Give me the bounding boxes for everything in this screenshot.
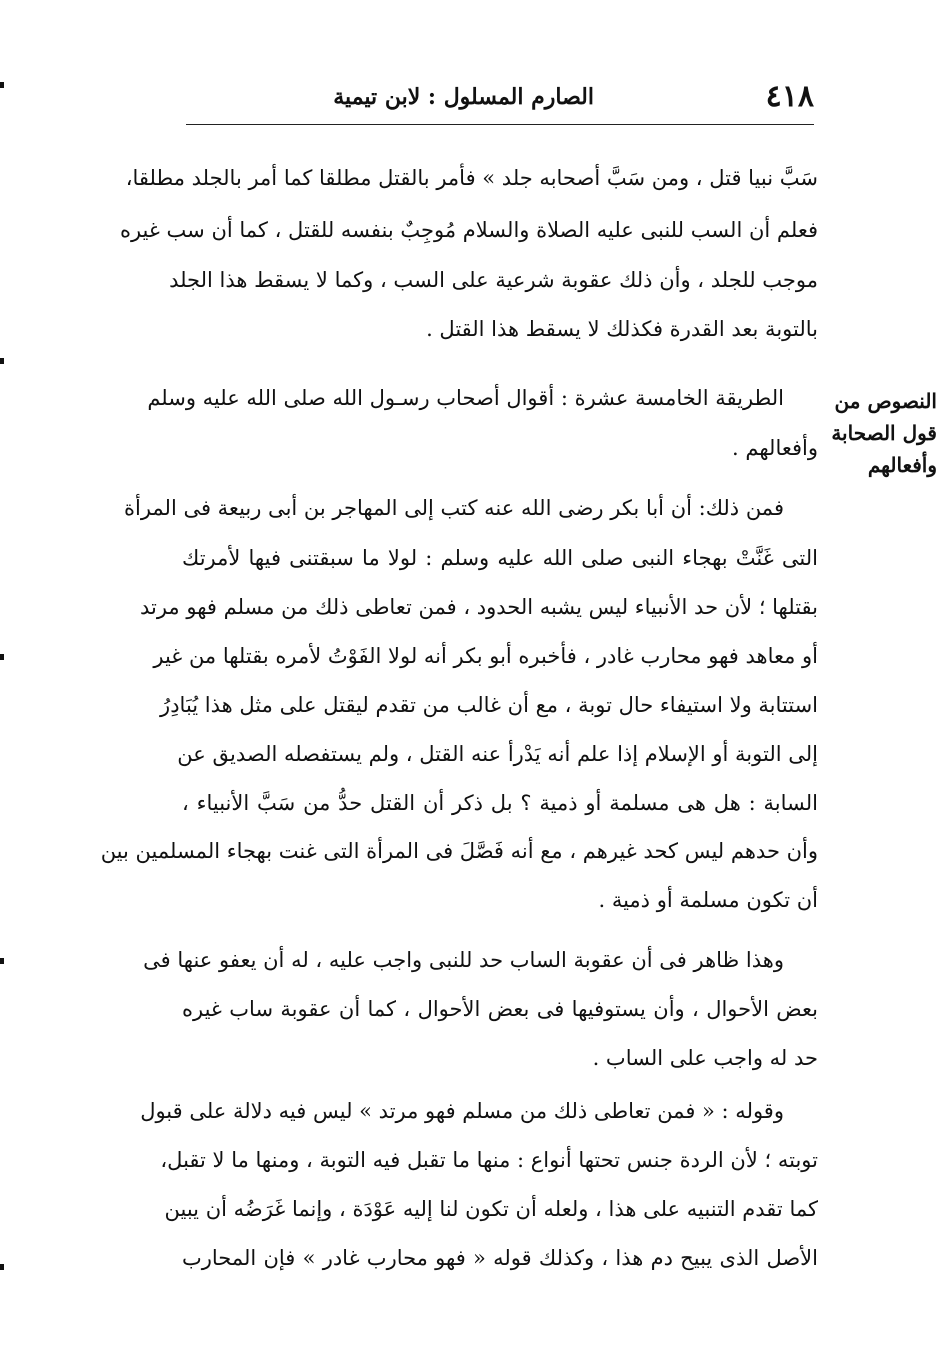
text-line: الأصل الذى يبيح دم هذا ، وكذلك قوله « فهو محارب غادر » فإن المحارب — [182, 1246, 818, 1270]
text-line: الطريقة الخامسة عشرة : أقوال أصحاب رسـول الله صلى الله عليه وسلم — [147, 386, 784, 410]
text-line: وهذا ظاهر فى أن عقوبة الساب حد للنبى واجب عليه ، له أن يعفو عنها فى — [143, 948, 784, 972]
text-line: أو معاهد فهو محارب غادر ، فأخبره أبو بكر أنه لولا الفَوْتُ لأمره بقتلها من غير — [153, 644, 818, 668]
text-line: أن تكون مسلمة أو ذمية . — [598, 888, 818, 912]
page-number: ٤١٨ — [765, 79, 814, 114]
scan-edge-mark — [0, 82, 4, 88]
text-line: إلى التوبة أو الإسلام إذا علم أنه يَدْرأ عنه القتل ، ولم يستفصله الصديق عن — [177, 742, 818, 766]
text-line: بالتوبة بعد القدرة فكذلك لا يسقط هذا القتل . — [426, 317, 818, 341]
text-line: بقتلها ؛ لأن حد الأنبياء ليس يشبه الحدود ، فمن تعاطى ذلك من مسلم فهو مرتد — [139, 595, 818, 619]
text-line: توبته ؛ لأن الردة جنس تحتها أنواع : منها ما تقبل فيه التوبة ، ومنها ما لا تقبل، — [160, 1148, 818, 1172]
text-line: فعلم أن السب للنبى عليه الصلاة والسلام مُوجِبٌ بنفسه للقتل ، كما أن سب غيره — [119, 218, 818, 242]
margin-note-line: النصوص من — [834, 389, 937, 413]
text-line: حد له واجب على الساب . — [592, 1046, 818, 1070]
scan-edge-mark — [0, 958, 4, 964]
text-line: كما تقدم التنبيه على هذا ، ولعله أن تكون لنا إليه عَوْدَة ، وإنما غَرَضُه أن يبين — [164, 1197, 818, 1221]
text-line: بعض الأحوال ، وأن يستوفيها فى بعض الأحوال ، كما أن عقوبة ساب غيره — [182, 997, 818, 1021]
text-line: سَبَّ نبيا قتل ، ومن سَبَّ أصحابه جلد » فأمر بالقتل مطلقا كما أمر بالجلد مطلقا، — [125, 166, 818, 190]
text-line: فمن ذلك: أن أبا بكر رضى الله عنه كتب إلى المهاجر بن أبى ربيعة فى المرأة — [123, 496, 784, 520]
page-header — [186, 78, 814, 118]
text-line: استتابة ولا استيفاء حال توبة ، مع أن غالب من تقدم ليقتل على مثل هذا يُبَادِرُ — [160, 693, 818, 717]
scan-edge-mark — [0, 654, 4, 660]
running-title: الصارم المسلول : لابن تيمية — [333, 84, 594, 110]
header-rule — [186, 124, 814, 125]
margin-note-line: قول الصحابة — [831, 421, 937, 445]
scan-edge-mark — [0, 358, 4, 364]
text-line: موجب للجلد ، وأن ذلك عقوبة شرعية على السب ، وكما لا يسقط هذا الجلد — [169, 268, 818, 292]
text-line: السابة : هل هى مسلمة أو ذمية ؟ بل ذكر أن القتل حدُّ من سَبَّ الأنبياء ، — [182, 791, 818, 815]
text-line: وقوله : « فمن تعاطى ذلك من مسلم فهو مرتد » ليس فيه دلالة على قبول — [140, 1099, 784, 1123]
margin-note-line: وأفعالهم — [867, 453, 937, 477]
margin-note — [827, 385, 937, 481]
text-line: التى غَنَّتْ بهجاء النبى صلى الله عليه وسلم : لولا ما سبقتنى فيها لأمرتك — [182, 546, 818, 570]
text-line: وأفعالهم . — [732, 436, 818, 460]
scan-edge-mark — [0, 1264, 4, 1270]
text-line: وأن حدهم ليس كحد غيرهم ، مع أنه فَصَّلَ فى المرأة التى غنت بهجاء المسلمين بين — [100, 839, 818, 863]
